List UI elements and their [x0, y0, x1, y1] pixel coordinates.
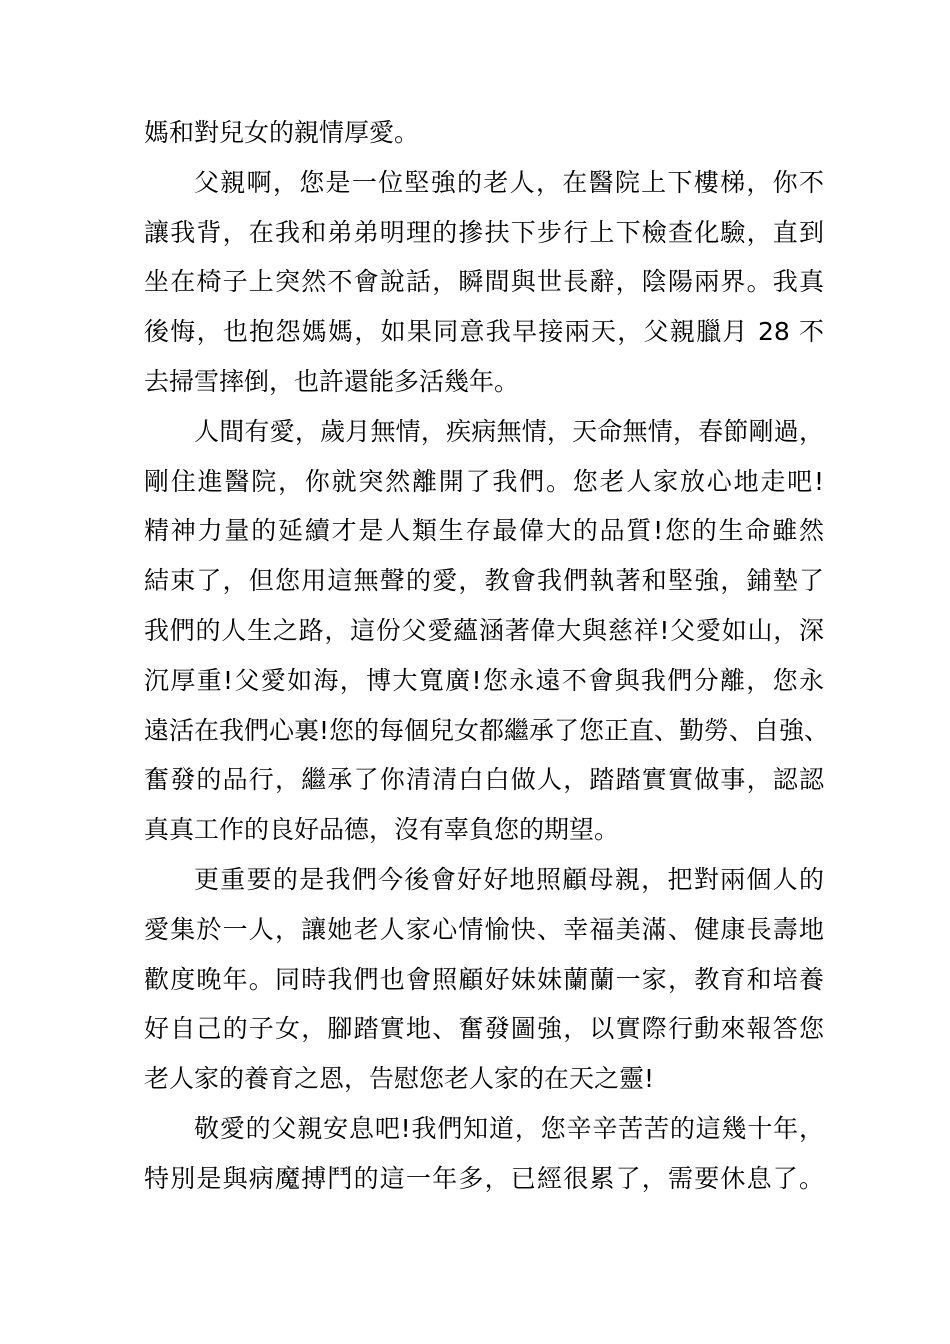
text-line: 歡度晚年。同時我們也會照顧好妹妹蘭蘭一家，教育和培養 — [144, 964, 824, 994]
text-line: 讓我背，在我和弟弟明理的摻扶下步行上下檢查化驗，直到 — [144, 217, 824, 247]
text-line: 奮發的品行，繼承了你清清白白做人，踏踏實實做事，認認 — [144, 765, 824, 795]
text-line: 真真工作的良好品德，沒有辜負您的期望。 — [144, 815, 620, 845]
text-line: 好自己的子女，腳踏實地、奮發圖強，以實際行動來報答您 — [144, 1014, 824, 1044]
text-line: 去掃雪摔倒，也許還能多活幾年。 — [144, 366, 520, 396]
text-line: 我們的人生之路，這份父愛蘊涵著偉大與慈祥!父愛如山，深 — [144, 615, 824, 645]
text-line: 特別是與病魔搏鬥的這一年多，已經很累了，需要休息了。 — [144, 1163, 824, 1193]
text-line: 沉厚重!父愛如海，博大寬廣!您永遠不會與我們分離，您永 — [144, 665, 824, 695]
text-line: 精神力量的延續才是人類生存最偉大的品質!您的生命雖然 — [144, 516, 824, 546]
text-line: 遠活在我們心裏!您的每個兒女都繼承了您正直、勤勞、自強、 — [144, 715, 830, 745]
text-line: 坐在椅子上突然不會說話，瞬間與世長辭，陰陽兩界。我真 — [144, 267, 824, 297]
text-line: 愛集於一人，讓她老人家心情愉快、幸福美滿、健康長壽地 — [144, 914, 824, 944]
text-line: 老人家的養育之恩，告慰您老人家的在天之靈! — [144, 1064, 655, 1094]
text-line: 結束了，但您用這無聲的愛，教會我們執著和堅強，鋪墊了 — [144, 566, 824, 596]
paragraph-start-line: 更重要的是我們今後會好好地照顧母親，把對兩個人的 — [194, 864, 824, 894]
text-line: 媽和對兒女的親情厚愛。 — [144, 118, 420, 147]
paragraph-start-line: 父親啊，您是一位堅強的老人，在醫院上下樓梯，你不 — [194, 167, 824, 197]
body-text — [144, 108, 830, 1204]
paragraph-start-line: 人間有愛，歲月無情，疾病無情，天命無情，春節剛過， — [194, 416, 824, 446]
text-line: 剛住進醫院，你就突然離開了我們。您老人家放心地走吧! — [144, 466, 824, 496]
paragraph-start-line: 敬愛的父親安息吧!我們知道，您辛辛苦苦的這幾十年， — [194, 1113, 824, 1143]
text-line: 後悔，也抱怨媽媽，如果同意我早接兩天，父親臘月 28 不 — [144, 317, 824, 347]
